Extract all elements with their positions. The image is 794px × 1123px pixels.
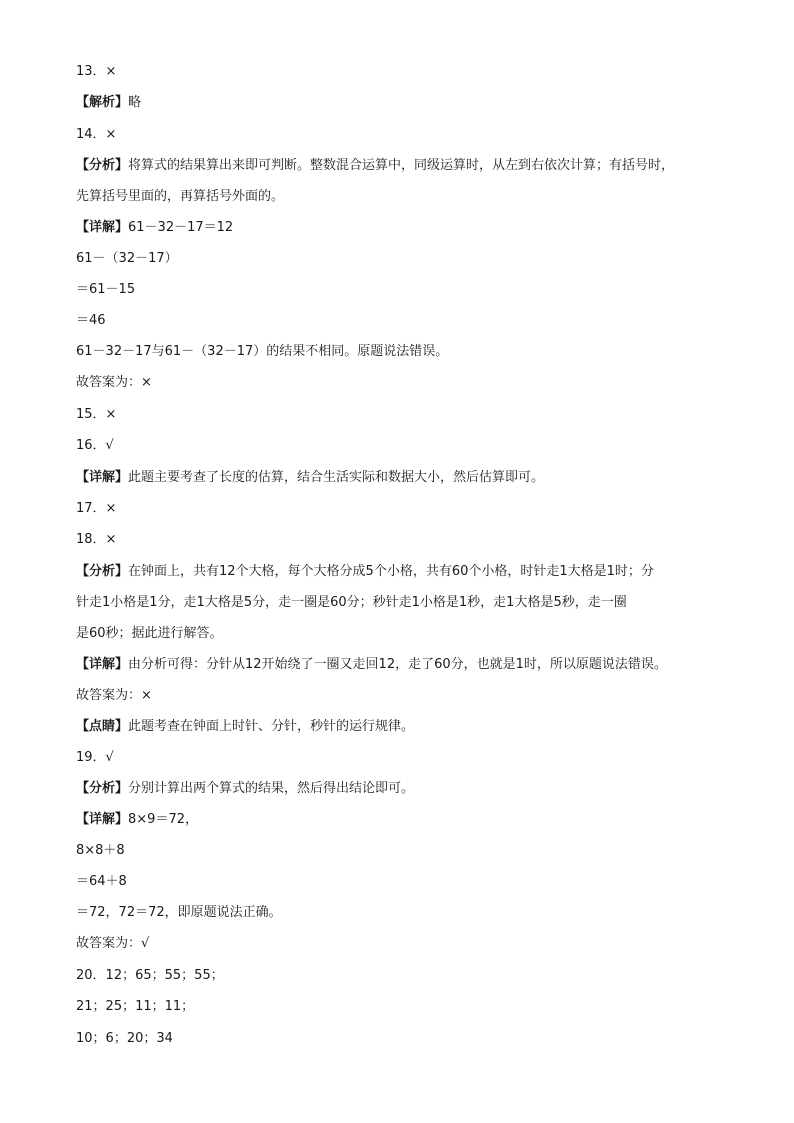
answer-20-row-2: 21；25；11；11；	[76, 999, 195, 1014]
answer-14-step-3: ＝46	[76, 313, 106, 328]
answer-18-analysis-cont-2: 是60秒；据此进行解答。	[76, 626, 223, 641]
answer-19-conclusion: ＝72，72＝72，即原题说法正确。	[76, 905, 282, 920]
answer-19-final: 故答案为：√	[76, 936, 150, 951]
answer-16: 16．√	[76, 438, 114, 453]
answer-18-note: 【点睛】此题考查在钟面上时针、分针，秒针的运行规律。	[76, 719, 415, 734]
answer-18-analysis-cont-1: 针走1小格是1分，走1大格是5分，走一圈是60分；秒针走1小格是1秒，走1大格是5秒，走一圈	[76, 595, 627, 610]
answer-19-detail: 【详解】8×9＝72，	[76, 812, 198, 827]
answer-20-row-3: 10；6；20；34	[76, 1031, 173, 1046]
answer-19-analysis: 【分析】分别计算出两个算式的结果，然后得出结论即可。	[76, 781, 415, 796]
answer-17: 17．×	[76, 501, 117, 516]
answer-18-detail: 【详解】由分析可得：分针从12开始绕了一圈又走回12，走了60分，也就是1时，所以原题说法错误。	[76, 657, 667, 672]
answer-20-row-1: 20．12；65；55；55；	[76, 968, 224, 983]
answer-14-step-2: ＝61－15	[76, 282, 136, 297]
answer-13-analysis: 【解析】略	[76, 95, 142, 110]
answer-16-detail: 【详解】此题主要考查了长度的估算，结合生活实际和数据大小，然后估算即可。	[76, 470, 545, 485]
answer-19-step-2: ＝64＋8	[76, 874, 127, 889]
answer-13: 13．×	[76, 64, 117, 79]
answer-18: 18．×	[76, 532, 117, 547]
answer-19: 19．√	[76, 750, 114, 765]
answer-14: 14．×	[76, 127, 117, 142]
answer-14-detail: 【详解】61－32－17＝12	[76, 220, 234, 235]
answer-14-conclusion: 61－32－17与61－（32－17）的结果不相同。原题说法错误。	[76, 344, 449, 359]
answer-19-step-1: 8×8＋8	[76, 843, 125, 858]
answer-14-analysis-cont: 先算括号里面的，再算括号外面的。	[76, 189, 285, 204]
answer-18-analysis: 【分析】在钟面上，共有12个大格，每个大格分成5个小格，共有60个小格，时针走1大格是1时；分	[76, 564, 654, 579]
answer-14-analysis: 【分析】将算式的结果算出来即可判断。整数混合运算中，同级运算时，从左到右依次计算；有括号时，	[76, 158, 675, 173]
answer-14-step-1: 61－（32－17）	[76, 251, 178, 266]
answer-18-final: 故答案为：×	[76, 688, 152, 703]
answer-14-final: 故答案为：×	[76, 375, 152, 390]
answer-15: 15．×	[76, 407, 117, 422]
